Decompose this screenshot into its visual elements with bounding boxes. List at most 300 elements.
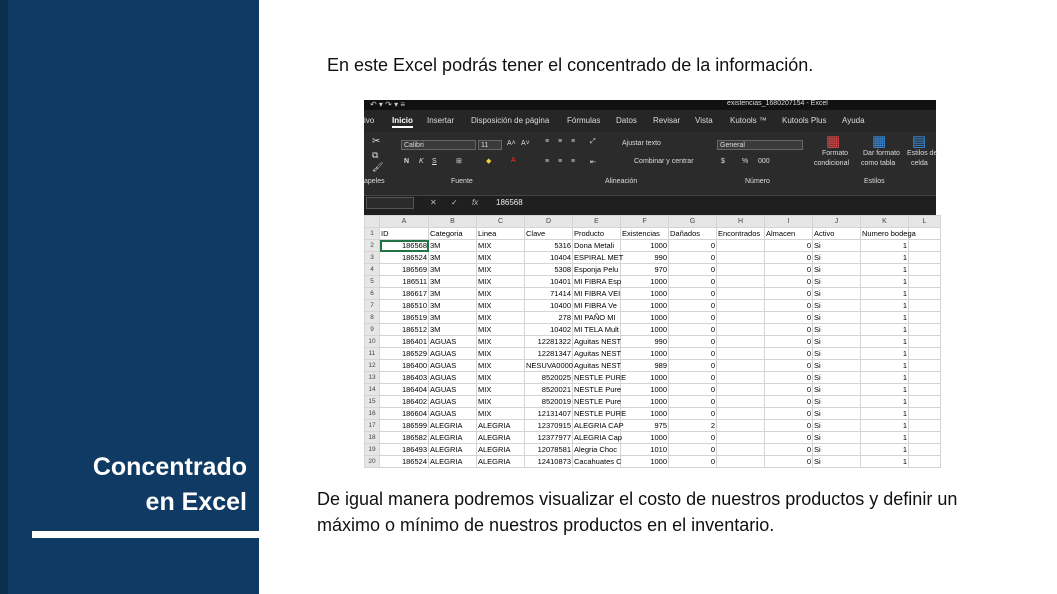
- table-cell[interactable]: [909, 324, 941, 336]
- fill-color-icon[interactable]: ◆: [486, 158, 492, 165]
- table-cell[interactable]: 186511: [380, 276, 429, 288]
- column-header-g[interactable]: G: [669, 216, 717, 228]
- table-cell[interactable]: MIX: [477, 348, 525, 360]
- table-cell[interactable]: 1: [861, 408, 909, 420]
- cell-styles-label2[interactable]: celda: [911, 160, 928, 167]
- table-cell[interactable]: 3M: [429, 300, 477, 312]
- table-cell[interactable]: 0: [669, 432, 717, 444]
- align-top-icon[interactable]: ≡: [545, 138, 550, 145]
- table-cell[interactable]: [717, 300, 765, 312]
- field-header-cell[interactable]: Encontrados: [717, 228, 765, 240]
- select-all-corner[interactable]: [365, 216, 380, 228]
- bold-button[interactable]: N: [404, 158, 410, 165]
- font-size-select[interactable]: [478, 140, 502, 150]
- table-cell[interactable]: 0: [765, 300, 813, 312]
- table-cell[interactable]: 186493: [380, 444, 429, 456]
- table-cell[interactable]: 1000: [621, 240, 669, 252]
- table-cell[interactable]: 1000: [621, 456, 669, 468]
- table-cell[interactable]: NESTLE Pure: [574, 396, 622, 406]
- table-cell[interactable]: [717, 456, 765, 468]
- table-cell[interactable]: 0: [669, 252, 717, 264]
- table-cell[interactable]: NESTLE PURE: [574, 372, 627, 382]
- table-cell[interactable]: 3M: [429, 240, 477, 252]
- table-cell[interactable]: NESTLE Pure: [574, 384, 622, 394]
- table-cell[interactable]: [717, 240, 765, 252]
- table-cell[interactable]: [717, 336, 765, 348]
- table-cell[interactable]: 1000: [621, 324, 669, 336]
- orientation-icon[interactable]: ⤢: [590, 138, 596, 145]
- table-cell[interactable]: MIX: [477, 252, 525, 264]
- table-cell[interactable]: AGUAS: [429, 360, 477, 372]
- table-cell[interactable]: [717, 396, 765, 408]
- table-cell[interactable]: 12410873: [525, 456, 573, 468]
- number-format-select[interactable]: [717, 140, 803, 150]
- table-cell[interactable]: ALEGRIA: [477, 456, 525, 468]
- table-cell[interactable]: Si: [813, 408, 861, 420]
- table-cell[interactable]: Si: [813, 240, 861, 252]
- table-cell[interactable]: MI TELA Mult: [574, 324, 619, 334]
- table-cell[interactable]: Si: [813, 300, 861, 312]
- table-cell[interactable]: 3M: [429, 264, 477, 276]
- field-header-cell[interactable]: Clave: [525, 228, 573, 240]
- table-cell[interactable]: Aguitas NEST: [574, 348, 622, 358]
- field-header-cell[interactable]: Activo: [813, 228, 861, 240]
- table-cell[interactable]: 0: [765, 420, 813, 432]
- table-cell[interactable]: 1: [861, 288, 909, 300]
- table-cell[interactable]: 0: [669, 384, 717, 396]
- column-header-l[interactable]: L: [909, 216, 941, 228]
- table-cell[interactable]: Si: [813, 252, 861, 264]
- row-header[interactable]: 15: [365, 396, 380, 408]
- tab-vista[interactable]: Vista: [695, 116, 713, 125]
- table-cell[interactable]: 0: [765, 432, 813, 444]
- table-cell[interactable]: 1: [861, 420, 909, 432]
- table-cell[interactable]: Si: [813, 348, 861, 360]
- table-cell[interactable]: [717, 408, 765, 420]
- font-color-icon[interactable]: A: [511, 157, 516, 164]
- table-cell[interactable]: AGUAS: [429, 336, 477, 348]
- column-header-i[interactable]: I: [765, 216, 813, 228]
- table-cell[interactable]: 12370915: [525, 420, 573, 432]
- italic-button[interactable]: K: [419, 158, 424, 165]
- table-cell[interactable]: 990: [621, 336, 669, 348]
- table-cell[interactable]: Si: [813, 444, 861, 456]
- row-header[interactable]: 1: [365, 228, 380, 240]
- copy-icon[interactable]: ⧉: [372, 150, 379, 160]
- table-cell[interactable]: 0: [765, 384, 813, 396]
- table-cell[interactable]: 1: [861, 396, 909, 408]
- align-right-icon[interactable]: ≡: [571, 158, 576, 165]
- table-cell[interactable]: 1000: [621, 384, 669, 396]
- table-cell[interactable]: Cacahuates C: [574, 456, 622, 466]
- table-cell[interactable]: MIX: [477, 408, 525, 420]
- table-cell[interactable]: 1010: [621, 444, 669, 456]
- table-cell[interactable]: MIX: [477, 384, 525, 396]
- row-header[interactable]: 11: [365, 348, 380, 360]
- field-header-cell[interactable]: Almacen: [765, 228, 813, 240]
- table-cell[interactable]: [909, 348, 941, 360]
- table-cell[interactable]: 0: [669, 300, 717, 312]
- row-header[interactable]: 10: [365, 336, 380, 348]
- table-cell[interactable]: MIX: [477, 336, 525, 348]
- table-cell[interactable]: 186582: [380, 432, 429, 444]
- conditional-format-label1[interactable]: Formato: [822, 150, 849, 157]
- table-cell[interactable]: 10401: [525, 276, 573, 288]
- table-cell[interactable]: 5308: [525, 264, 573, 276]
- table-cell[interactable]: 186403: [380, 372, 429, 384]
- table-cell[interactable]: ESPIRAL MET: [574, 252, 624, 262]
- table-cell[interactable]: 186524: [380, 456, 429, 468]
- table-cell[interactable]: 0: [765, 372, 813, 384]
- cell-styles-icon[interactable]: ▤: [912, 133, 927, 150]
- table-cell[interactable]: 12377977: [525, 432, 573, 444]
- field-header-cell[interactable]: Dañados: [669, 228, 717, 240]
- table-cell[interactable]: MIX: [477, 396, 525, 408]
- tab-insertar[interactable]: Insertar: [427, 116, 455, 125]
- column-header-d[interactable]: D: [525, 216, 573, 228]
- table-cell[interactable]: 8520025: [525, 372, 573, 384]
- table-cell[interactable]: 1: [861, 444, 909, 456]
- tab-archivo[interactable]: ivo: [364, 116, 375, 125]
- table-cell[interactable]: [909, 420, 941, 432]
- table-cell[interactable]: AGUAS: [429, 372, 477, 384]
- table-cell[interactable]: 3M: [429, 288, 477, 300]
- field-header-cell[interactable]: Existencias: [621, 228, 669, 240]
- table-cell[interactable]: Si: [813, 276, 861, 288]
- table-cell[interactable]: [909, 432, 941, 444]
- table-cell[interactable]: 186512: [380, 324, 429, 336]
- column-header-j[interactable]: J: [813, 216, 861, 228]
- format-as-table-label2[interactable]: como tabla: [861, 160, 896, 167]
- table-cell[interactable]: MI PAÑO MI: [573, 312, 621, 324]
- table-cell[interactable]: 1: [861, 276, 909, 288]
- format-as-table-icon[interactable]: ▦: [872, 133, 887, 150]
- table-cell[interactable]: [717, 264, 765, 276]
- row-header[interactable]: 20: [365, 456, 380, 468]
- table-cell[interactable]: 186519: [380, 312, 429, 324]
- table-cell[interactable]: 1000: [621, 432, 669, 444]
- column-header-a[interactable]: A: [380, 216, 429, 228]
- currency-button[interactable]: $: [721, 158, 725, 165]
- table-cell[interactable]: 1: [861, 312, 909, 324]
- table-cell[interactable]: 1: [861, 300, 909, 312]
- table-cell[interactable]: [717, 384, 765, 396]
- table-cell[interactable]: Esponja Pelu: [573, 264, 621, 276]
- table-cell[interactable]: 12131407: [525, 408, 573, 420]
- name-box[interactable]: [366, 197, 414, 209]
- table-cell[interactable]: 71414: [525, 288, 573, 300]
- formula-input[interactable]: 186568: [496, 198, 523, 207]
- table-cell[interactable]: 12078581: [525, 444, 573, 456]
- row-header[interactable]: 4: [365, 264, 380, 276]
- table-cell[interactable]: [717, 432, 765, 444]
- table-cell[interactable]: [909, 288, 941, 300]
- table-cell[interactable]: 0: [669, 288, 717, 300]
- table-cell[interactable]: [717, 372, 765, 384]
- borders-icon[interactable]: ⊞: [456, 158, 462, 165]
- table-cell[interactable]: 0: [765, 444, 813, 456]
- tab-revisar[interactable]: Revisar: [653, 116, 681, 125]
- table-cell[interactable]: 1: [861, 360, 909, 372]
- table-cell[interactable]: 3M: [429, 324, 477, 336]
- underline-button[interactable]: S: [432, 158, 437, 165]
- table-cell[interactable]: 0: [765, 276, 813, 288]
- row-header[interactable]: 16: [365, 408, 380, 420]
- table-cell[interactable]: 0: [765, 360, 813, 372]
- table-cell[interactable]: 10402: [525, 324, 573, 336]
- table-cell[interactable]: MIX: [477, 312, 525, 324]
- column-header-h[interactable]: H: [717, 216, 765, 228]
- format-as-table-label1[interactable]: Dar formato: [863, 150, 900, 157]
- table-cell[interactable]: 186524: [380, 252, 429, 264]
- table-cell[interactable]: 1000: [621, 372, 669, 384]
- table-cell[interactable]: Si: [813, 264, 861, 276]
- align-bottom-icon[interactable]: ≡: [571, 138, 576, 145]
- cancel-icon[interactable]: ✕: [430, 198, 437, 207]
- table-cell[interactable]: [717, 324, 765, 336]
- table-cell[interactable]: 1: [861, 324, 909, 336]
- table-cell[interactable]: ALEGRIA: [429, 456, 477, 468]
- field-header-cell[interactable]: Categoria: [429, 228, 477, 240]
- table-cell[interactable]: MIX: [477, 264, 525, 276]
- table-cell[interactable]: 186599: [380, 420, 429, 432]
- table-cell[interactable]: Si: [813, 396, 861, 408]
- row-header[interactable]: 14: [365, 384, 380, 396]
- table-cell[interactable]: 0: [669, 324, 717, 336]
- table-cell[interactable]: [717, 312, 765, 324]
- table-cell[interactable]: 0: [669, 408, 717, 420]
- table-cell[interactable]: [909, 264, 941, 276]
- field-header-cell[interactable]: Numero bodega: [862, 228, 916, 238]
- table-cell[interactable]: 0: [765, 408, 813, 420]
- tab-datos[interactable]: Datos: [616, 116, 637, 125]
- indent-icon[interactable]: ⇤: [590, 159, 596, 166]
- align-middle-icon[interactable]: ≡: [558, 138, 563, 145]
- row-header[interactable]: 8: [365, 312, 380, 324]
- table-cell[interactable]: MIX: [477, 360, 525, 372]
- row-header[interactable]: 6: [365, 288, 380, 300]
- conditional-format-icon[interactable]: ▦: [826, 133, 841, 150]
- table-cell[interactable]: [909, 444, 941, 456]
- format-painter-icon[interactable]: 🖌: [372, 162, 384, 172]
- table-cell[interactable]: ALEGRIA: [429, 420, 477, 432]
- table-cell[interactable]: 0: [669, 372, 717, 384]
- table-cell[interactable]: 186569: [380, 264, 429, 276]
- table-cell[interactable]: ALEGRIA Cap: [574, 432, 622, 442]
- table-cell[interactable]: 990: [621, 252, 669, 264]
- table-cell[interactable]: 2: [669, 420, 717, 432]
- enter-icon[interactable]: ✓: [451, 198, 458, 207]
- row-header[interactable]: 5: [365, 276, 380, 288]
- table-cell[interactable]: MI FIBRA Ve: [573, 300, 621, 312]
- table-cell[interactable]: 278: [525, 312, 573, 324]
- row-header[interactable]: 9: [365, 324, 380, 336]
- table-cell[interactable]: 10404: [525, 252, 573, 264]
- table-cell[interactable]: 0: [669, 336, 717, 348]
- table-cell[interactable]: 1: [861, 252, 909, 264]
- table-cell[interactable]: Alegria Choc: [573, 444, 621, 456]
- percent-button[interactable]: %: [742, 158, 749, 165]
- table-cell[interactable]: 5316: [525, 240, 573, 252]
- table-cell[interactable]: 0: [765, 396, 813, 408]
- table-cell[interactable]: 0: [765, 456, 813, 468]
- table-cell[interactable]: MIX: [477, 288, 525, 300]
- table-cell[interactable]: [909, 372, 941, 384]
- cell-styles-label1[interactable]: Estilos de: [907, 150, 938, 157]
- table-cell[interactable]: 3M: [429, 252, 477, 264]
- table-cell[interactable]: [909, 384, 941, 396]
- table-cell[interactable]: 186510: [380, 300, 429, 312]
- font-name-select[interactable]: [401, 140, 476, 150]
- table-cell[interactable]: [717, 276, 765, 288]
- row-header[interactable]: 17: [365, 420, 380, 432]
- table-cell[interactable]: [909, 360, 941, 372]
- table-cell[interactable]: Si: [813, 432, 861, 444]
- table-cell[interactable]: 0: [669, 396, 717, 408]
- field-header-cell[interactable]: Producto: [573, 228, 621, 240]
- table-cell[interactable]: 0: [765, 240, 813, 252]
- row-header[interactable]: 3: [365, 252, 380, 264]
- table-cell[interactable]: [909, 300, 941, 312]
- table-cell[interactable]: 1: [861, 456, 909, 468]
- table-cell[interactable]: [717, 420, 765, 432]
- table-cell[interactable]: 1000: [621, 348, 669, 360]
- tab-ayuda[interactable]: Ayuda: [842, 116, 865, 125]
- table-cell[interactable]: 0: [765, 336, 813, 348]
- table-cell[interactable]: 186604: [380, 408, 429, 420]
- cut-icon[interactable]: ✂: [372, 136, 381, 147]
- table-cell[interactable]: 186400: [380, 360, 429, 372]
- table-cell[interactable]: Si: [813, 372, 861, 384]
- table-cell[interactable]: 1: [861, 348, 909, 360]
- table-cell[interactable]: 3M: [429, 312, 477, 324]
- table-cell[interactable]: 8520021: [525, 384, 573, 396]
- wrap-text-button[interactable]: Ajustar texto: [622, 140, 661, 147]
- table-cell[interactable]: ALEGRIA CAP: [574, 420, 624, 430]
- table-cell[interactable]: [717, 444, 765, 456]
- table-cell[interactable]: [909, 252, 941, 264]
- table-cell[interactable]: 0: [765, 288, 813, 300]
- table-cell[interactable]: 186617: [380, 288, 429, 300]
- table-cell[interactable]: MI FIBRA VEI: [574, 288, 621, 298]
- table-cell[interactable]: 1: [861, 240, 909, 252]
- table-cell[interactable]: 989: [621, 360, 669, 372]
- column-header-f[interactable]: F: [621, 216, 669, 228]
- table-cell[interactable]: 0: [765, 324, 813, 336]
- table-cell[interactable]: ALEGRIA: [477, 432, 525, 444]
- column-header-c[interactable]: C: [477, 216, 525, 228]
- table-cell[interactable]: 1: [861, 264, 909, 276]
- row-header[interactable]: 2: [365, 240, 380, 252]
- table-cell[interactable]: 10400: [525, 300, 573, 312]
- table-cell[interactable]: 0: [765, 252, 813, 264]
- table-cell[interactable]: [909, 336, 941, 348]
- thousands-button[interactable]: 000: [758, 158, 770, 165]
- table-cell[interactable]: 0: [669, 444, 717, 456]
- row-header[interactable]: 7: [365, 300, 380, 312]
- grow-font-button[interactable]: A˄: [507, 140, 516, 147]
- row-header[interactable]: 12: [365, 360, 380, 372]
- table-cell[interactable]: 186568: [380, 240, 429, 252]
- table-cell[interactable]: NESTLE PURE: [574, 408, 627, 418]
- table-cell[interactable]: ALEGRIA: [429, 432, 477, 444]
- table-cell[interactable]: [909, 396, 941, 408]
- table-cell[interactable]: 1000: [621, 396, 669, 408]
- table-cell[interactable]: MIX: [477, 372, 525, 384]
- table-cell[interactable]: Si: [813, 384, 861, 396]
- table-cell[interactable]: Aguitas NEST: [574, 336, 622, 346]
- table-cell[interactable]: Si: [813, 360, 861, 372]
- table-cell[interactable]: 1: [861, 336, 909, 348]
- table-cell[interactable]: 1000: [621, 312, 669, 324]
- table-cell[interactable]: [717, 288, 765, 300]
- table-cell[interactable]: 3M: [429, 276, 477, 288]
- table-cell[interactable]: AGUAS: [429, 396, 477, 408]
- table-cell[interactable]: 0: [669, 360, 717, 372]
- table-cell[interactable]: 1000: [621, 408, 669, 420]
- table-cell[interactable]: 0: [765, 312, 813, 324]
- column-header-k[interactable]: K: [861, 216, 909, 228]
- table-cell[interactable]: 975: [621, 420, 669, 432]
- table-cell[interactable]: 0: [669, 348, 717, 360]
- table-cell[interactable]: Dona Metali: [573, 240, 621, 252]
- table-cell[interactable]: 0: [765, 348, 813, 360]
- table-cell[interactable]: 186404: [380, 384, 429, 396]
- table-cell[interactable]: 970: [621, 264, 669, 276]
- table-cell[interactable]: 186529: [380, 348, 429, 360]
- align-center-icon[interactable]: ≡: [558, 158, 563, 165]
- table-cell[interactable]: AGUAS: [429, 348, 477, 360]
- quick-access-toolbar[interactable]: ↶ ▾ ↷ ▾ ≡: [370, 100, 405, 109]
- align-left-icon[interactable]: ≡: [545, 158, 550, 165]
- table-cell[interactable]: Si: [813, 420, 861, 432]
- table-cell[interactable]: ALEGRIA: [477, 420, 525, 432]
- row-header[interactable]: 19: [365, 444, 380, 456]
- table-cell[interactable]: NESUVA0000: [526, 360, 573, 370]
- table-cell[interactable]: 12281347: [525, 348, 573, 360]
- table-cell[interactable]: Aguitas NEST: [574, 360, 622, 370]
- conditional-format-label2[interactable]: condicional: [814, 160, 850, 167]
- table-cell[interactable]: MIX: [477, 300, 525, 312]
- table-cell[interactable]: 0: [765, 264, 813, 276]
- table-cell[interactable]: 1000: [621, 288, 669, 300]
- column-header-b[interactable]: B: [429, 216, 477, 228]
- table-cell[interactable]: Si: [813, 336, 861, 348]
- table-cell[interactable]: [909, 276, 941, 288]
- table-cell[interactable]: 0: [669, 240, 717, 252]
- table-cell[interactable]: [909, 456, 941, 468]
- fx-icon[interactable]: fx: [472, 198, 479, 207]
- column-header-e[interactable]: E: [573, 216, 621, 228]
- table-cell[interactable]: [717, 252, 765, 264]
- table-cell[interactable]: [909, 408, 941, 420]
- table-cell[interactable]: [717, 348, 765, 360]
- shrink-font-button[interactable]: A˅: [521, 140, 530, 147]
- table-cell[interactable]: MIX: [477, 240, 525, 252]
- table-cell[interactable]: 1: [861, 384, 909, 396]
- table-cell[interactable]: ALEGRIA: [477, 444, 525, 456]
- table-cell[interactable]: 0: [669, 456, 717, 468]
- merge-center-button[interactable]: Combinar y centrar: [634, 158, 694, 165]
- tab-disposicion[interactable]: Disposición de página: [471, 116, 550, 125]
- table-cell[interactable]: Si: [813, 456, 861, 468]
- table-cell[interactable]: 186402: [380, 396, 429, 408]
- table-cell[interactable]: 1000: [621, 300, 669, 312]
- table-cell[interactable]: 1: [861, 432, 909, 444]
- tab-inicio[interactable]: Inicio: [392, 116, 413, 128]
- table-cell[interactable]: 0: [669, 276, 717, 288]
- table-cell[interactable]: AGUAS: [429, 408, 477, 420]
